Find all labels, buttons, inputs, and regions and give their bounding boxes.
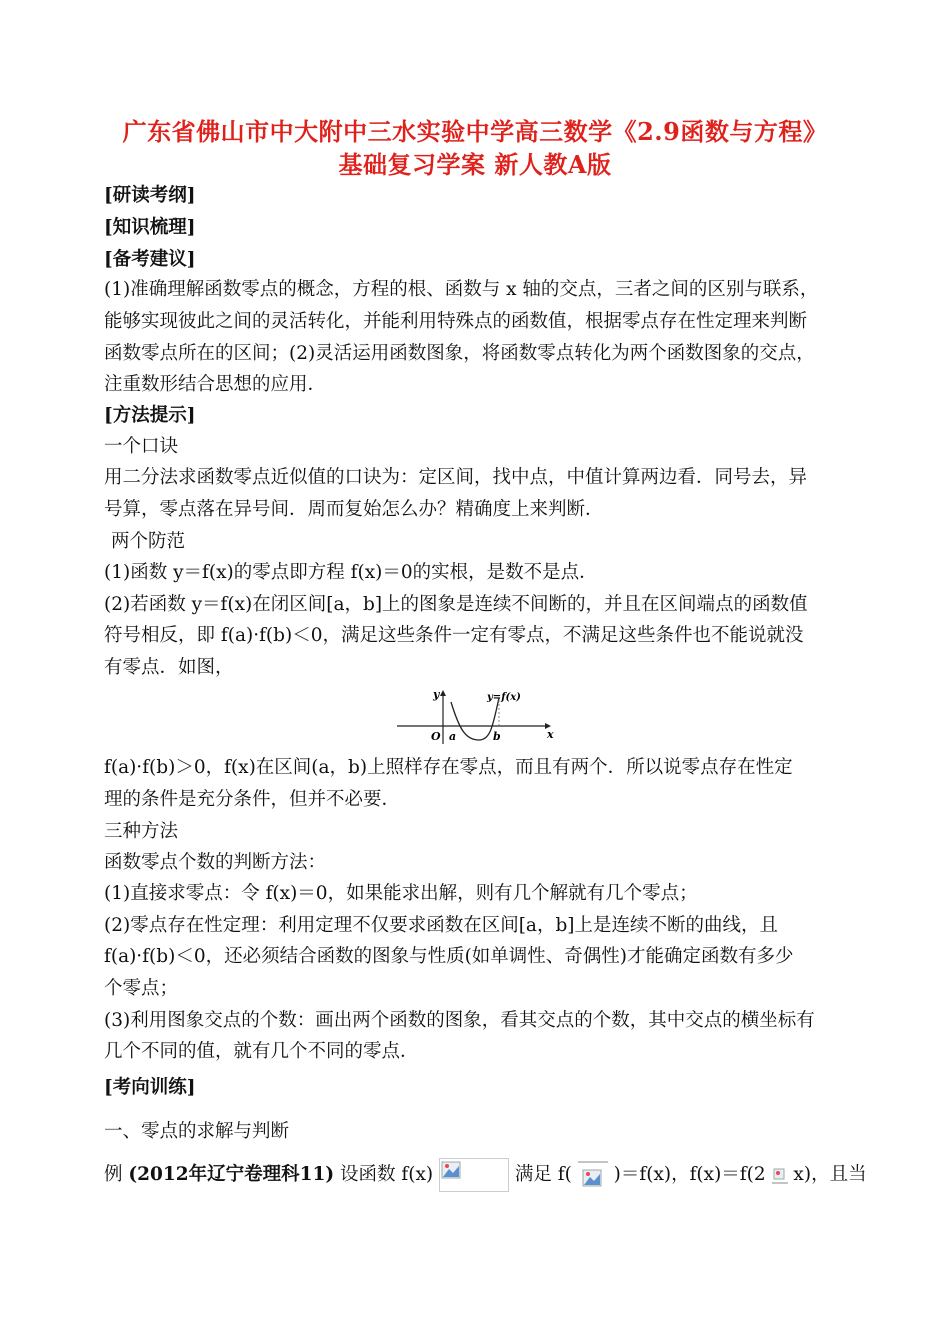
example-prefix: 例 [104, 1164, 129, 1185]
sanzhong-intro: 函数零点个数的判断方法： [104, 852, 327, 873]
x-axis-label: x [547, 728, 554, 741]
y-axis-label: y [433, 688, 440, 701]
section-heading-zhishi: [知识梳理] [104, 217, 196, 238]
section-heading-beikao: [备考建议] [104, 249, 196, 270]
beikao-line: 注重数形结合思想的应用． [104, 374, 327, 395]
example-text: 设函数 f(x) [340, 1164, 434, 1185]
beikao-line: 能够实现彼此之间的灵活转化，并能利用特殊点的函数值，根据零点存在性定理来判断 [104, 311, 808, 332]
sanzhong-line: (3)利用图象交点的个数：画出两个函数的图象，看其交点的个数，其中交点的横坐标有 [104, 1010, 815, 1031]
fangfan-after-line: f(a)·f(b)＞0，f(x)在区间(a，b)上照样存在零点，而且有两个．所以说零点存在性定 [104, 757, 793, 778]
fangfan-line: 符号相反，即 f(a)·f(b)＜0，满足这些条件一定有零点，不满足这些条件也不能说就没 [104, 625, 804, 646]
example-text: 满足 f( [514, 1164, 572, 1185]
koujue-line: 用二分法求函数零点近似值的口诀为：定区间，找中点，中值计算两边看．同号去，异 [104, 467, 808, 488]
sanzhong-line: f(a)·f(b)＜0，还必须结合函数的图象与性质(如单调性、奇偶性)才能确定函数有多少 [104, 946, 794, 967]
document-title-line1: 广东省佛山市中大附中三水实验中学高三数学《2.9函数与方程》 [122, 117, 828, 146]
y-axis-arrow [440, 690, 446, 696]
example-text: x)，且当 [793, 1164, 867, 1185]
curve-label: y=f(x) [487, 692, 521, 703]
point-a-label: a [449, 730, 457, 743]
function-curve [451, 698, 499, 740]
sanzhong-line: 几个不同的值，就有几个不同的零点． [104, 1041, 419, 1062]
section-heading-yandu: [研读考纲] [104, 185, 196, 206]
sanzhong-line: 个零点； [104, 978, 179, 999]
broken-image-icon [578, 1158, 608, 1192]
fangfan-after-line: 理的条件是充分条件，但并不必要． [104, 789, 401, 810]
fangfan-line: (2)若函数 y＝f(x)在闭区间[a，b]上的图象是连续不间断的，并且在区间端点的函数值 [104, 594, 808, 615]
fangfan-line: 有零点．如图， [104, 657, 234, 678]
document-title-line2: 基础复习学案 新人教A版 [338, 150, 612, 179]
function-graph-figure [395, 688, 555, 746]
xunlian-subheading: 一、零点的求解与判断 [104, 1121, 290, 1142]
beikao-line: 函数零点所在的区间；(2)灵活运用函数图象，将函数零点转化为两个函数图象的交点， [104, 343, 815, 364]
fangfan-line: (1)函数 y＝f(x)的零点即方程 f(x)＝0的实根，是数不是点． [104, 562, 598, 583]
broken-image-icon [772, 1163, 788, 1187]
example-text: )＝f(x)，f(x)＝f(2 [613, 1164, 766, 1185]
beikao-line: (1)准确理解函数零点的概念，方程的根、函数与 x 轴的交点，三者之间的区别与联系， [104, 279, 819, 300]
section-heading-fangfa: [方法提示] [104, 405, 196, 426]
sanzhong-heading: 三种方法 [104, 821, 179, 842]
koujue-line: 号算，零点落在异号间．周而复始怎么办？精确度上来判断． [104, 499, 604, 520]
section-heading-kaoxiang: [考向训练] [104, 1077, 196, 1098]
example-line [104, 1158, 867, 1192]
example-source: (2012年辽宁卷理科11) [128, 1164, 335, 1185]
broken-image-icon [439, 1158, 509, 1192]
origin-label: O [431, 730, 441, 743]
sanzhong-line: (1)直接求零点：令 f(x)＝0，如果能求出解，则有几个解就有几个零点； [104, 883, 698, 904]
sanzhong-line: (2)零点存在性定理：利用定理不仅要求函数在区间[a，b]上是连续不断的曲线，且 [104, 915, 779, 936]
fangfan-heading: 两个防范 [111, 531, 186, 552]
koujue-heading: 一个口诀 [104, 436, 179, 457]
point-b-label: b [493, 730, 501, 743]
